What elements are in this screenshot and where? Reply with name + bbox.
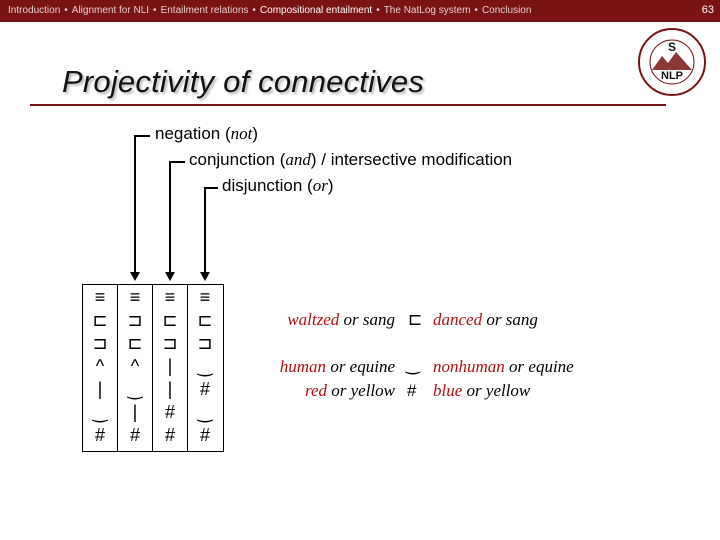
table-cell: ≡ bbox=[164, 287, 176, 307]
table-cell: | bbox=[97, 379, 103, 399]
table-cell: ^ bbox=[95, 356, 105, 376]
table-cell: # bbox=[199, 379, 210, 399]
table-cell: ⊐ bbox=[197, 333, 213, 353]
nav-separator: • bbox=[64, 5, 68, 16]
connector-disjunction-h bbox=[204, 187, 218, 189]
nav-separator: • bbox=[153, 5, 157, 16]
table-cell: | bbox=[132, 402, 138, 422]
table-cell: | bbox=[167, 356, 173, 376]
nav-separator: • bbox=[474, 5, 478, 16]
table-cell: ⊏ bbox=[162, 310, 178, 330]
connector-disjunction-v bbox=[204, 187, 206, 274]
nav-item-compositional-entailment[interactable]: Compositional entailment bbox=[259, 5, 373, 16]
connector-negation-h bbox=[134, 135, 150, 137]
table-cell: # bbox=[164, 425, 175, 445]
table-cell: ⊐ bbox=[162, 333, 178, 353]
section-nav bbox=[8, 5, 531, 16]
nav-separator: • bbox=[376, 5, 380, 16]
connector-conjunction-v bbox=[169, 161, 171, 274]
top-nav-bar bbox=[0, 0, 720, 22]
page-title: Projectivity of connectives bbox=[62, 64, 425, 99]
logo-letters-nlp: NLP bbox=[661, 70, 683, 82]
label-disjunction: disjunction (or) bbox=[222, 176, 334, 195]
example-2-relation: ‿ bbox=[406, 355, 420, 374]
nav-item-natlog-system[interactable]: The NatLog system bbox=[383, 5, 471, 16]
table-cell: ⊐ bbox=[127, 310, 143, 330]
nav-separator: • bbox=[252, 5, 256, 16]
table-cell: ⊏ bbox=[197, 310, 213, 330]
arrow-conjunction bbox=[165, 272, 175, 281]
table-cell: ^ bbox=[130, 356, 140, 376]
table-cell: ⊐ bbox=[92, 333, 108, 353]
example-3-right: blue or yellow bbox=[433, 381, 531, 400]
nav-item-conclusion[interactable]: Conclusion bbox=[481, 5, 532, 16]
page-number: 63 bbox=[701, 4, 714, 16]
example-3-relation: # bbox=[407, 381, 417, 400]
connector-conjunction-h bbox=[169, 161, 185, 163]
projectivity-table bbox=[82, 284, 224, 452]
table-cell: ≡ bbox=[199, 287, 211, 307]
logo-letter-s: S bbox=[667, 40, 677, 54]
table-cell: # bbox=[129, 425, 140, 445]
nav-item-entailment-relations[interactable]: Entailment relations bbox=[160, 5, 249, 16]
table-cell: ‿ bbox=[92, 402, 108, 422]
table-cell: # bbox=[199, 425, 210, 445]
example-3-left: red or yellow bbox=[304, 381, 395, 400]
example-1-right: danced or sang bbox=[433, 310, 538, 329]
table-cell: ≡ bbox=[129, 287, 141, 307]
nav-item-alignment[interactable]: Alignment for NLI bbox=[71, 5, 150, 16]
table-cell: ‿ bbox=[197, 356, 213, 376]
table-cell: # bbox=[94, 425, 105, 445]
table-cell: ⊏ bbox=[127, 333, 143, 353]
example-2-right: nonhuman or equine bbox=[433, 357, 574, 376]
table-cell: # bbox=[164, 402, 175, 422]
stanford-nlp-logo bbox=[636, 26, 708, 98]
arrow-disjunction bbox=[200, 272, 210, 281]
nav-item-introduction[interactable]: Introduction bbox=[8, 5, 61, 16]
connector-negation-v bbox=[134, 135, 136, 274]
arrow-negation bbox=[130, 272, 140, 281]
title-underline bbox=[30, 104, 666, 106]
table-cell: ‿ bbox=[127, 379, 143, 399]
table-cell: ≡ bbox=[94, 287, 106, 307]
table-cell: ‿ bbox=[197, 402, 213, 422]
label-negation: negation (not) bbox=[155, 124, 259, 143]
example-1-left: waltzed or sang bbox=[287, 310, 395, 329]
table-cell: ⊏ bbox=[92, 310, 108, 330]
table-cell: | bbox=[167, 379, 173, 399]
example-2-left: human or equine bbox=[279, 357, 395, 376]
label-conjunction: conjunction (and) / intersective modification bbox=[189, 150, 513, 169]
example-1-relation: ⊏ bbox=[408, 310, 423, 329]
